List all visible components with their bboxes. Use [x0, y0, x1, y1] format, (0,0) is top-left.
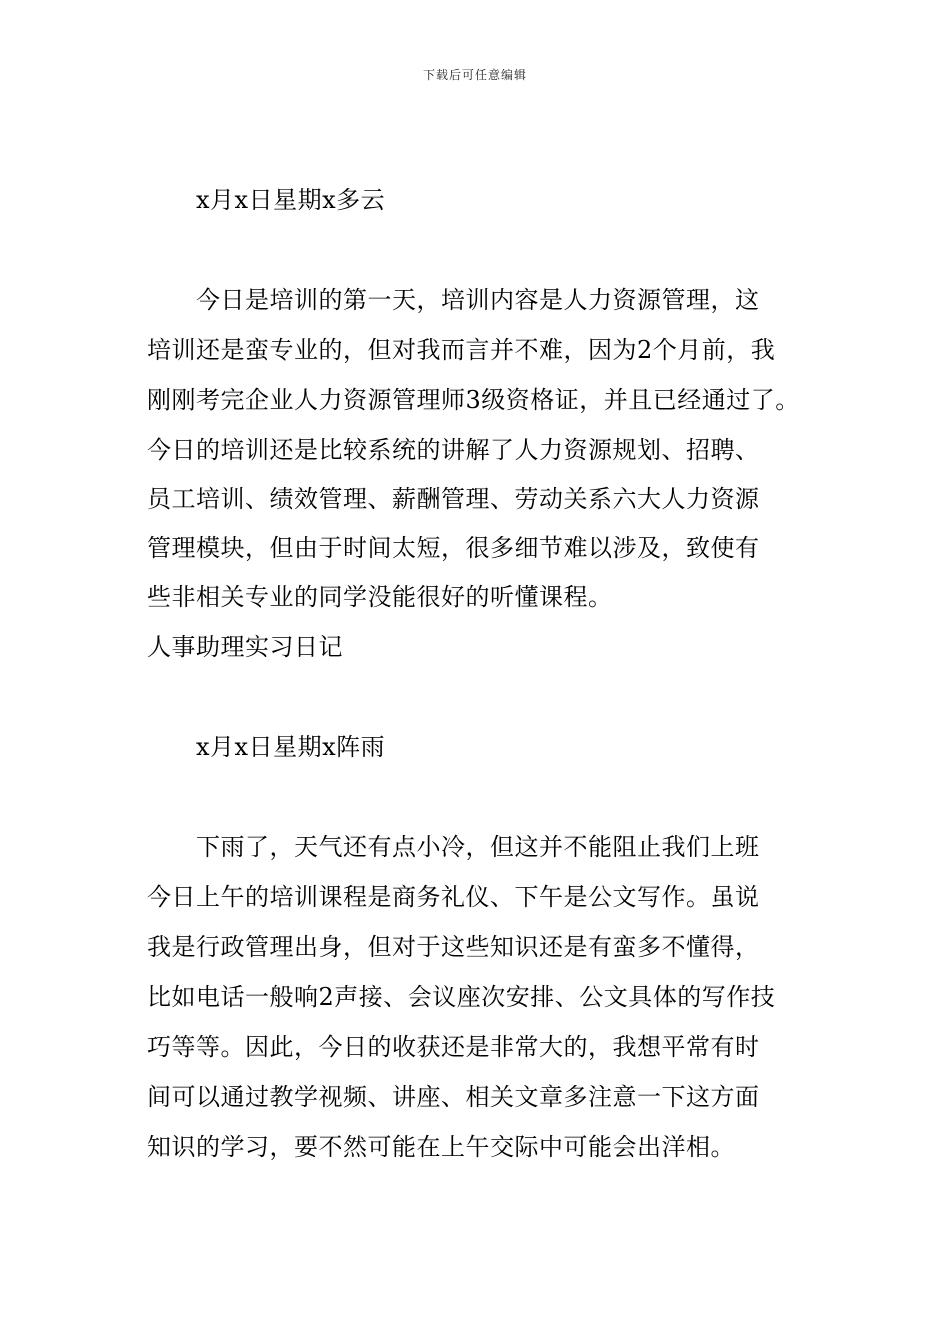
entry1-line-5: 员工培训、绩效管理、薪酬管理、劳动关系六大人力资源 [147, 485, 760, 513]
entry1-line-7: 些非相关专业的同学没能很好的听懂课程。 [147, 583, 613, 611]
entry2-line-3: 我是行政管理出身，但对于这些知识还是有蛮多不懂得， [147, 933, 760, 961]
entry1-line-2: 培训还是蛮专业的，但对我而言并不难，因为2个月前，我 [147, 336, 776, 364]
entry2-line-5: 巧等等。因此，今日的收获还是非常大的，我想平常有时 [147, 1033, 760, 1061]
entry2-line-4: 比如电话一般响2声接、会议座次安排、公文具体的写作技 [147, 983, 776, 1011]
entry2-line-6: 间可以通过教学视频、讲座、相关文章多注意一下这方面 [147, 1083, 760, 1111]
section-title: 人事助理实习日记 [147, 633, 343, 661]
entry1-line-3: 刚刚考完企业人力资源管理师3级资格证，并且已经通过了。 [147, 386, 800, 414]
entry2-line-2: 今日上午的培训课程是商务礼仪、下午是公文写作。虽说 [147, 883, 760, 911]
entry1-date: x月x日星期x多云 [196, 186, 386, 214]
entry2-line-1: 下雨了，天气还有点小冷，但这并不能阻止我们上班 [196, 833, 760, 861]
entry1-line-4: 今日的培训还是比较系统的讲解了人力资源规划、招聘、 [147, 436, 760, 464]
entry2-date: x月x日星期x阵雨 [196, 733, 386, 761]
page-header: 下载后可任意编辑 [422, 68, 527, 82]
entry1-line-6: 管理模块，但由于时间太短，很多细节难以涉及，致使有 [147, 534, 760, 562]
entry2-line-7: 知识的学习，要不然可能在上午交际中可能会出洋相。 [147, 1133, 735, 1161]
entry1-line-1: 今日是培训的第一天，培训内容是人力资源管理，这 [196, 286, 760, 314]
